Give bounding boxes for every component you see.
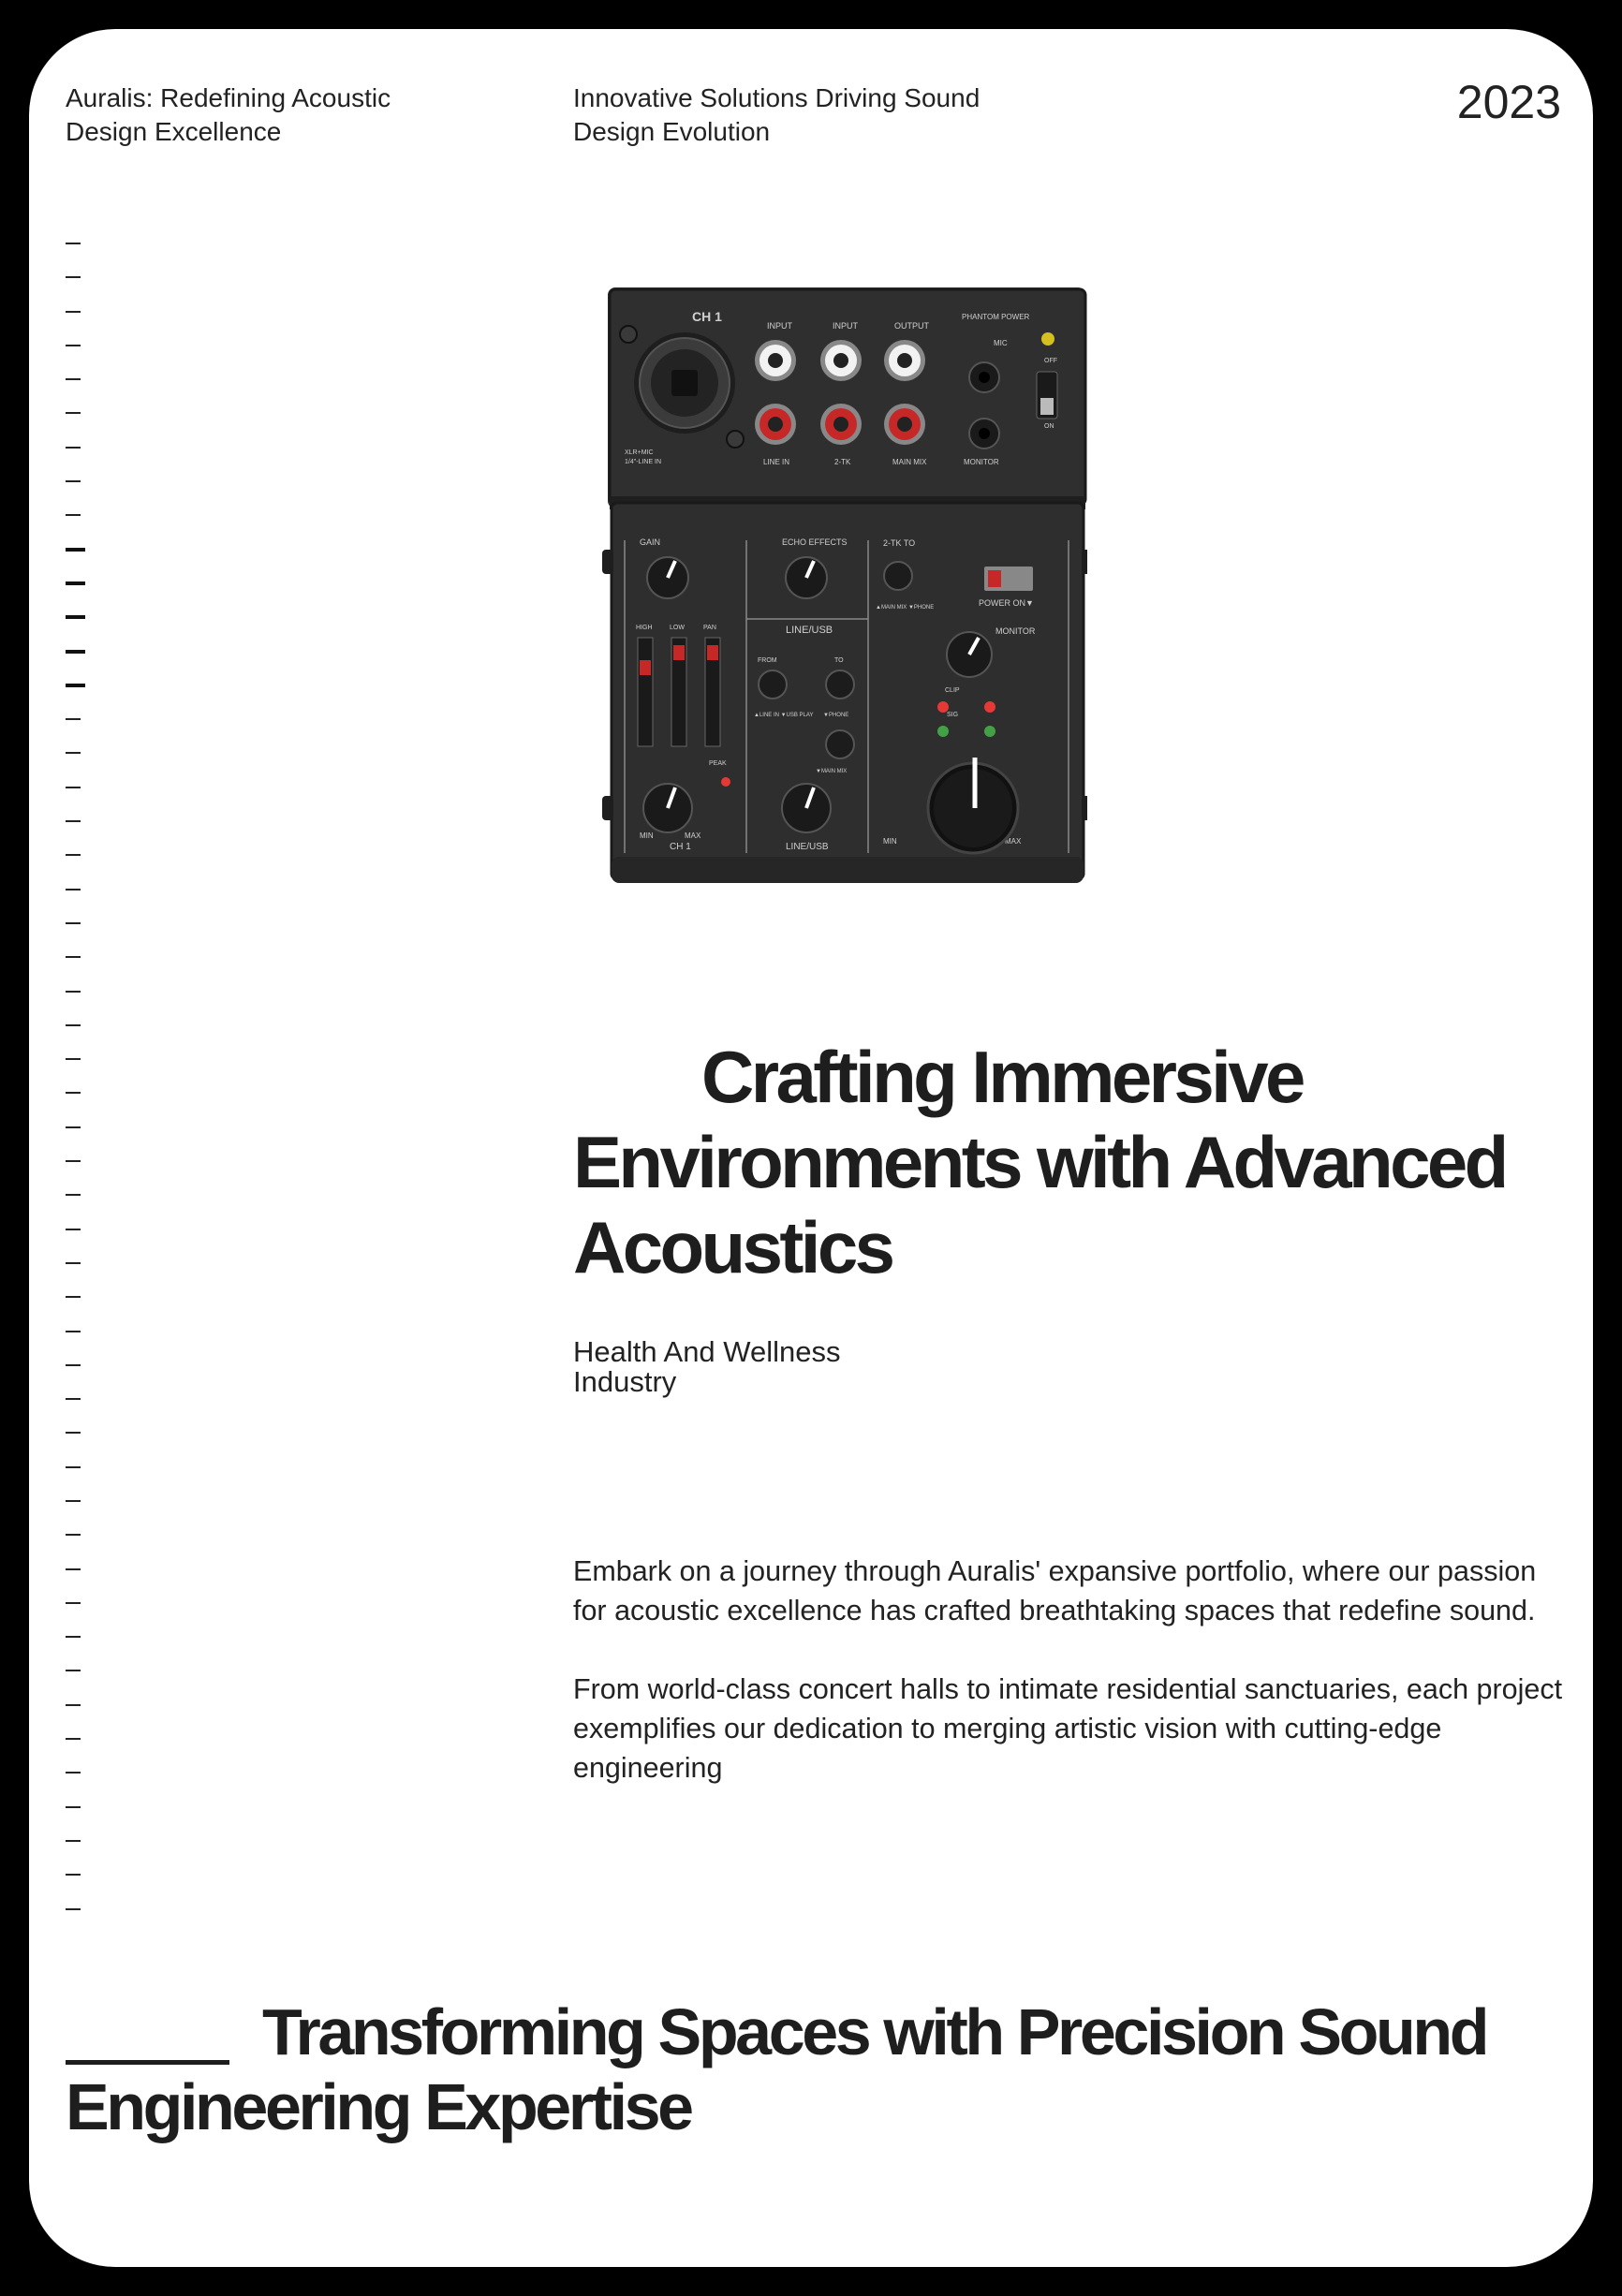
knob-gain (647, 557, 688, 598)
tick-mark (66, 838, 103, 872)
tick-mark (66, 396, 103, 430)
year-label: 2023 (1456, 76, 1561, 128)
hero-headline-text: Crafting Immersive Environments with Advanced Acoustics (573, 1036, 1506, 1288)
tick-mark (66, 1450, 103, 1484)
mixer-label-ch1: CH 1 (692, 309, 722, 324)
mixer-label-pan: PAN (703, 625, 716, 631)
tick-mark (66, 1722, 103, 1756)
tick-mark (66, 431, 103, 464)
tick-mark (66, 1892, 103, 1926)
mixer-label-2tk: 2-TK (834, 458, 851, 466)
mixer-label-line-in-usb: ▲LINE IN ▼USB PLAY (754, 713, 814, 718)
mixer-label-ch1-bottom: CH 1 (670, 842, 691, 852)
tick-mark (66, 906, 103, 940)
tick-mark (66, 1076, 103, 1110)
knob-monitor (947, 632, 992, 677)
mixer-label-output: OUTPUT (894, 321, 929, 331)
tick-mark (66, 260, 103, 294)
brand-tagline: Auralis: Redefining Acoustic Design Excellence (66, 83, 391, 146)
tick-mark (66, 1111, 103, 1144)
tick-mark (66, 873, 103, 906)
mixer-label-low: LOW (670, 625, 685, 631)
tick-mark (66, 1382, 103, 1416)
tick-mark (66, 1620, 103, 1654)
mixer-label-gain: GAIN (640, 537, 661, 547)
tick-mark (66, 702, 103, 736)
tick-mark (66, 1484, 103, 1518)
tick-mark (66, 975, 103, 1008)
tick-mark (66, 1654, 103, 1687)
tick-mark (66, 1416, 103, 1450)
tick-mark (66, 1518, 103, 1552)
tick-mark (66, 295, 103, 329)
tick-mark (66, 1246, 103, 1280)
mixer-label-phantom: PHANTOM POWER (962, 313, 1030, 321)
knob-line-usb-level (782, 784, 831, 832)
tick-mark (66, 329, 103, 362)
header-tagline: Innovative Solutions Driving Sound Design Evolution (573, 83, 981, 146)
tick-mark (66, 1586, 103, 1620)
tick-mark (66, 1315, 103, 1348)
mixer-label-power-on: POWER ON▼ (979, 598, 1034, 608)
tick-mark (66, 1144, 103, 1178)
page-frame (29, 29, 1593, 2267)
audio-mixer-image (582, 258, 1087, 894)
mixer-label-peak: PEAK (709, 760, 727, 767)
mixer-label-main-mix: MAIN MIX (892, 458, 927, 466)
knob-echo (786, 557, 827, 598)
mixer-label-line-usb-top: LINE/USB (786, 625, 833, 636)
footer-headline-text: Transforming Spaces with Precision Sound Engineering Expertise (66, 1995, 1487, 2143)
tick-mark (66, 669, 103, 702)
footer-headline (66, 1994, 1583, 2144)
mixer-label-xlr: XLR+MIC (625, 449, 654, 456)
mixer-label-monitor-top: MONITOR (964, 458, 999, 466)
mixer-label-line-in-14: 1/4"-LINE IN (625, 459, 662, 465)
knob-ch1-level (643, 784, 692, 832)
tick-mark (66, 1553, 103, 1586)
mixer-label-line-in: LINE IN (763, 458, 790, 466)
mixer-label-min-1: MIN (640, 832, 654, 840)
tick-mark (66, 1790, 103, 1824)
mixer-label-on: ON (1044, 423, 1054, 430)
eq-sliders (638, 638, 720, 746)
tick-mark (66, 1858, 103, 1891)
tick-mark (66, 1688, 103, 1722)
tick-mark (66, 567, 103, 600)
body-copy (573, 1552, 1566, 1827)
tick-mark (66, 1213, 103, 1246)
tick-mark (66, 227, 103, 260)
tick-mark (66, 771, 103, 804)
tick-mark (66, 635, 103, 669)
mixer-label-mic: MIC (994, 339, 1008, 347)
tick-mark (66, 1042, 103, 1076)
mixer-label-from: FROM (758, 657, 777, 664)
body-paragraph-1: Embark on a journey through Auralis' expansive portfolio, where our passion for acoustic excellence has crafted breathtaking spaces that redefine sound. (573, 1555, 1537, 1626)
tick-mark (66, 1008, 103, 1042)
industry-label: Health And Wellness Industry (573, 1335, 841, 1398)
mixer-label-2tk-to: 2-TK TO (883, 538, 916, 548)
tick-mark (66, 498, 103, 532)
tick-mark (66, 362, 103, 396)
mixer-label-max-main: MAX (1005, 837, 1022, 846)
tick-mark (66, 1178, 103, 1212)
mixer-label-min-main: MIN (883, 837, 897, 846)
mixer-label-phone: ▼PHONE (823, 713, 849, 718)
mixer-label-input-b: INPUT (833, 321, 858, 331)
mixer-label-clip: CLIP (945, 687, 960, 694)
mixer-label-monitor: MONITOR (995, 626, 1036, 636)
mixer-label-max-1: MAX (685, 832, 701, 840)
tick-mark (66, 1348, 103, 1382)
mixer-label-to: TO (834, 657, 844, 664)
tick-mark (66, 1824, 103, 1858)
mixer-label-echo: ECHO EFFECTS (782, 537, 848, 547)
mixer-label-off: OFF (1044, 358, 1057, 364)
body-paragraph-2: From world-class concert halls to intimate residential sanctuaries, each project exemplifies our dedication to merging artistic vision with cutting-edge engineering (573, 1673, 1563, 1784)
tick-mark (66, 1756, 103, 1789)
side-tick-scale (66, 227, 103, 1926)
tick-mark (66, 464, 103, 498)
mixer-label-line-usb-bottom: LINE/USB (786, 842, 829, 852)
hero-headline (573, 1035, 1566, 1290)
tick-mark (66, 600, 103, 634)
tick-mark (66, 533, 103, 567)
mixer-label-high: HIGH (636, 625, 653, 631)
mixer-label-main-mix-phone: ▲MAIN MIX ▼PHONE (876, 605, 935, 611)
mixer-label-main-mix-arrow: ▼MAIN MIX (816, 769, 848, 774)
tick-mark (66, 1280, 103, 1314)
tick-mark (66, 940, 103, 974)
mixer-label-sig: SIG (947, 712, 959, 718)
tick-mark (66, 804, 103, 838)
mixer-label-input-a: INPUT (767, 321, 792, 331)
tick-mark (66, 736, 103, 770)
